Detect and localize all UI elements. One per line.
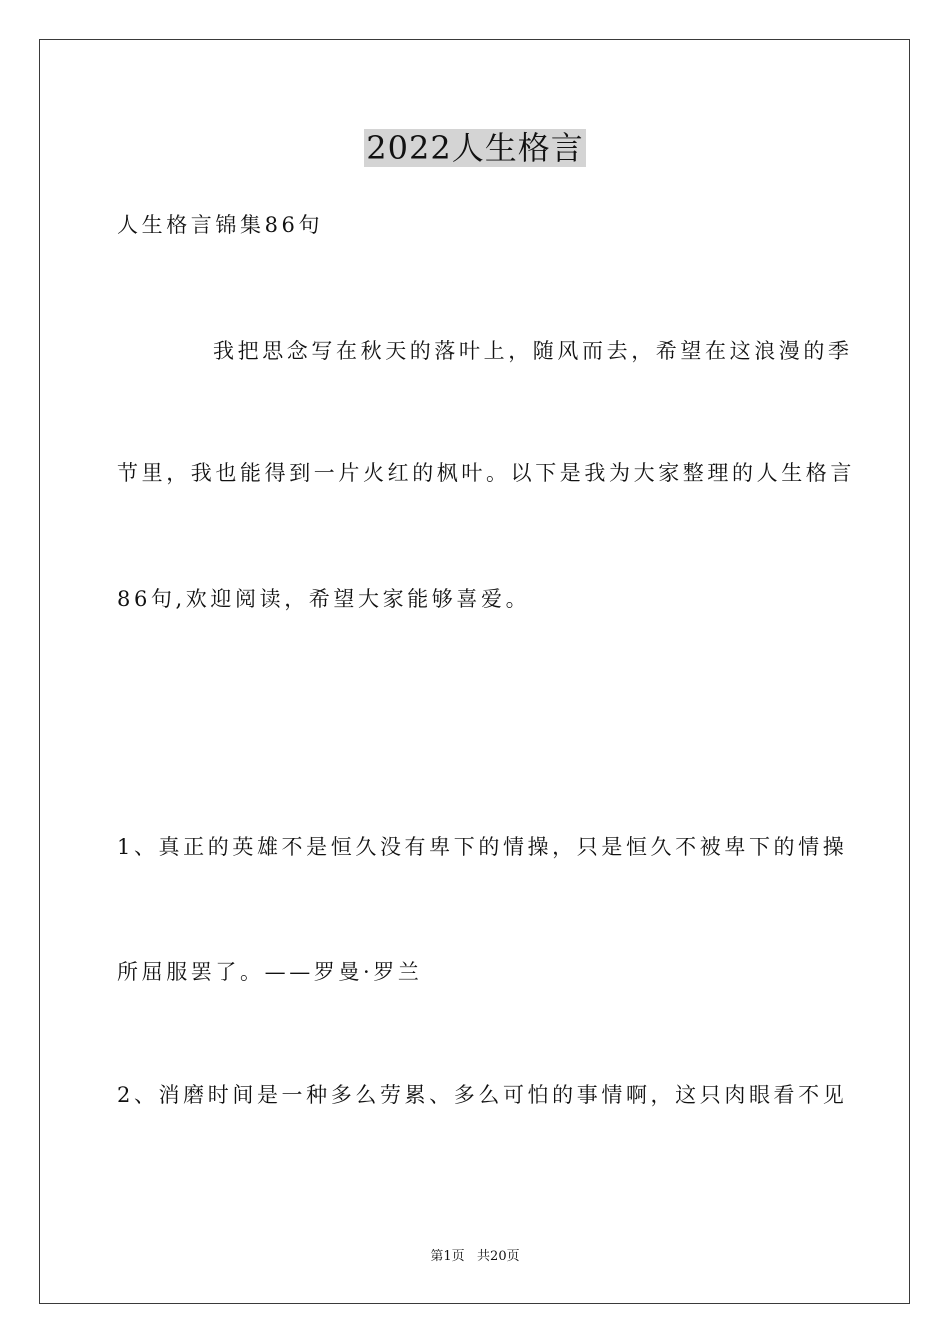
document-subtitle: 人生格言锦集86句: [117, 213, 324, 237]
quote-1-line-1: 1、真正的英雄不是恒久没有卑下的情操，只是恒久不被卑下的情操: [117, 835, 848, 859]
quote-1-line-2: 所屈服罢了。——罗曼·罗兰: [117, 960, 423, 984]
intro-line-2: 节里，我也能得到一片火红的枫叶。以下是我为大家整理的人生格言: [117, 461, 855, 485]
intro-line-1: 我把思念写在秋天的落叶上，随风而去，希望在这浪漫的季: [213, 339, 853, 363]
page-footer: 第1页 共20页: [430, 1249, 520, 1264]
document-title: [0, 126, 950, 170]
intro-line-3: 86句,欢迎阅读，希望大家能够喜爱。: [117, 587, 531, 611]
document-title-text: 2022人生格言: [366, 129, 584, 167]
quote-2-line-1: 2、消磨时间是一种多么劳累、多么可怕的事情啊，这只肉眼看不见: [117, 1083, 848, 1107]
